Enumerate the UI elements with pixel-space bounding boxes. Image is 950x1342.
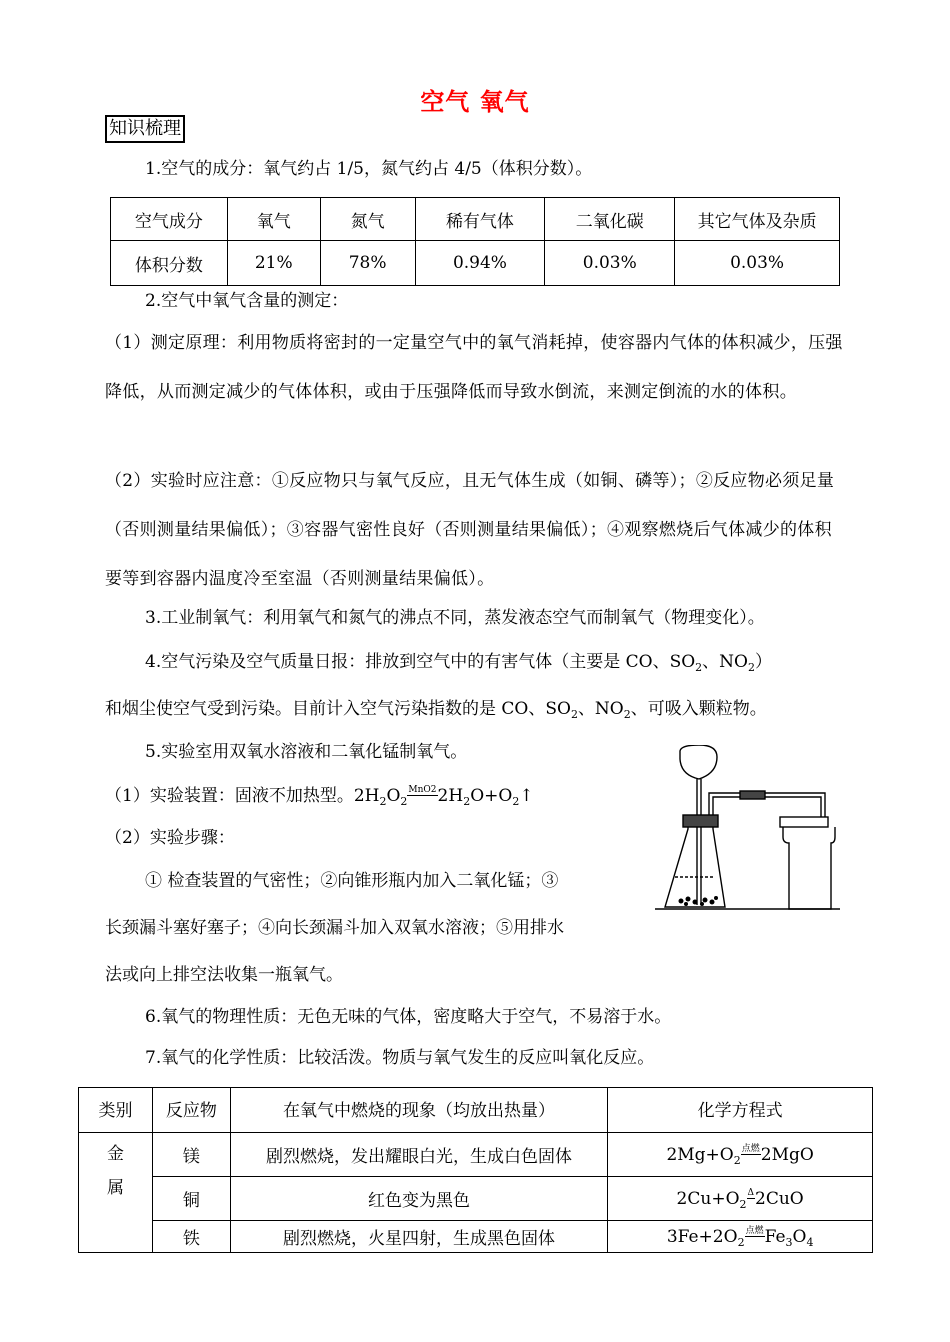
air-table-header: 二氧化碳 bbox=[545, 198, 675, 241]
reaction-row bbox=[79, 1133, 873, 1177]
reaction-row bbox=[79, 1221, 873, 1253]
air-table-cell: 21% bbox=[227, 241, 320, 286]
subscript: 2 bbox=[747, 661, 755, 674]
device-text: 2H bbox=[437, 786, 464, 806]
reaction-condition bbox=[741, 1143, 761, 1164]
item-4-text: 、可吸入颗粒物。 bbox=[630, 699, 767, 719]
item-4-text: 和烟尘使空气受到污染。目前计入空气污染指数的是 CO、SO bbox=[105, 699, 571, 719]
item-5-steps-line-2: 长颈漏斗塞好塞子；④向长颈漏斗加入双氧水溶液；⑤用排水 bbox=[105, 918, 564, 938]
item-1: 1.空气的成分：氧气约占 1/5，氮气约占 4/5（体积分数）。 bbox=[145, 159, 593, 179]
equation-text: 3Fe+2O bbox=[666, 1226, 738, 1247]
equation-text: 2Cu+O bbox=[676, 1188, 740, 1209]
phenomenon-cell: 剧烈燃烧，发出耀眼白光，生成白色固体 bbox=[230, 1133, 607, 1177]
section-heading: 知识梳理 bbox=[105, 115, 185, 143]
page-title: 空气 氧气 bbox=[420, 87, 530, 116]
item-2: 2.空气中氧气含量的测定： bbox=[145, 291, 349, 311]
subscript: 2 bbox=[733, 1153, 741, 1167]
subscript: 4 bbox=[806, 1235, 814, 1249]
air-table-header: 其它气体及杂质 bbox=[675, 198, 840, 241]
oxygen-apparatus-illustration bbox=[655, 745, 840, 913]
category-label: 属 bbox=[106, 1178, 124, 1198]
item-3: 3.工业制氧气：利用氧气和氮气的沸点不同，蒸发液态空气而制氧气（物理变化）。 bbox=[145, 608, 765, 628]
subscript: 2 bbox=[570, 708, 578, 721]
air-table-cell: 78% bbox=[320, 241, 415, 286]
condition-label: Δ bbox=[747, 1187, 754, 1198]
reaction-table bbox=[78, 1087, 873, 1253]
device-text: （1）实验装置：固液不加热型。2H bbox=[105, 786, 380, 806]
item-4-line-2 bbox=[105, 697, 767, 721]
air-table-cell: 0.94% bbox=[415, 241, 545, 286]
device-text: O bbox=[386, 786, 401, 806]
phenomenon-cell: 剧烈燃烧，火星四射，生成黑色固体 bbox=[230, 1221, 607, 1253]
item-4-text: 、NO bbox=[702, 652, 748, 672]
subscript: 2 bbox=[512, 795, 520, 808]
air-table-header: 氮气 bbox=[320, 198, 415, 241]
air-table-header-row bbox=[111, 198, 840, 241]
reaction-table-header: 在氧气中燃烧的现象（均放出热量） bbox=[230, 1088, 607, 1133]
air-table-row-label: 体积分数 bbox=[111, 241, 228, 286]
reaction-table-header-row bbox=[79, 1088, 873, 1133]
item-6: 6.氧气的物理性质：无色无味的气体，密度略大于空气，不易溶于水。 bbox=[145, 1007, 672, 1027]
reaction-table-header: 化学方程式 bbox=[608, 1088, 873, 1133]
reaction-table-header: 类别 bbox=[79, 1088, 153, 1133]
equation-text: 2CuO bbox=[755, 1188, 804, 1209]
phenomenon-cell: 红色变为黑色 bbox=[230, 1177, 607, 1221]
condition-label: 点燃 bbox=[741, 1143, 760, 1154]
catalyst-label: MnO2 bbox=[408, 785, 437, 795]
device-text: O+O bbox=[470, 786, 513, 806]
air-table-cell: 0.03% bbox=[675, 241, 840, 286]
item-5-steps-line-1: ① 检查装置的气密性；②向锥形瓶内加入二氧化锰；③ bbox=[145, 871, 559, 891]
item-5-title: 5.实验室用双氧水溶液和二氧化锰制氧气。 bbox=[145, 742, 468, 762]
air-table-header: 空气成分 bbox=[111, 198, 228, 241]
air-table-header: 氧气 bbox=[227, 198, 320, 241]
reactant-cell: 镁 bbox=[152, 1133, 230, 1177]
subscript: 2 bbox=[737, 1235, 745, 1249]
air-table-value-row bbox=[111, 241, 840, 286]
air-table-cell: 0.03% bbox=[545, 241, 675, 286]
category-label: 金 bbox=[106, 1144, 124, 1164]
condition-label: 点燃 bbox=[745, 1225, 764, 1236]
subscript: 2 bbox=[739, 1197, 747, 1211]
reactant-cell: 铁 bbox=[152, 1221, 230, 1253]
item-2-principle: （1）测定原理：利用物质将密封的一定量空气中的氧气消耗掉，使容器内气体的体积减少，压强降低，从而测定减少的气体体积，或由于压强降低而导致水倒流，来测定倒流的水的体积。 bbox=[105, 333, 843, 402]
reaction-condition bbox=[407, 785, 437, 805]
item-4-text: ） bbox=[754, 652, 772, 672]
subscript: 3 bbox=[785, 1235, 793, 1249]
item-4-text: 4.空气污染及空气质量日报：排放到空气中的有害气体（主要是 CO、SO bbox=[145, 652, 696, 672]
reaction-condition bbox=[747, 1187, 756, 1208]
air-table-header: 稀有气体 bbox=[415, 198, 545, 241]
reaction-condition bbox=[745, 1225, 765, 1246]
item-4-text: 、NO bbox=[577, 699, 624, 719]
equation-cell bbox=[608, 1177, 873, 1221]
subscript: 2 bbox=[463, 795, 471, 808]
gas-arrow-icon: ↑ bbox=[519, 786, 534, 806]
equation-text: 2MgO bbox=[760, 1144, 814, 1165]
item-5-steps-line-3: 法或向上排空法收集一瓶氧气。 bbox=[105, 965, 343, 985]
item-5-steps-label: （2）实验步骤： bbox=[105, 828, 235, 848]
subscript: 2 bbox=[695, 661, 703, 674]
category-cell bbox=[79, 1133, 153, 1253]
item-7: 7.氧气的化学性质：比较活泼。物质与氧气发生的反应叫氧化反应。 bbox=[145, 1048, 655, 1068]
subscript: 2 bbox=[623, 708, 631, 721]
equation-text: Fe bbox=[764, 1226, 786, 1247]
equation-cell bbox=[608, 1221, 873, 1253]
item-4-line-1 bbox=[145, 650, 772, 674]
reactant-cell: 铜 bbox=[152, 1177, 230, 1221]
reaction-table-header: 反应物 bbox=[152, 1088, 230, 1133]
equation-cell bbox=[608, 1133, 873, 1177]
item-2-notes: （2）实验时应注意：①反应物只与氧气反应，且无气体生成（如铜、磷等）；②反应物必须足量（否则测量结果偏低）；③容器气密性良好（否则测量结果偏低）；④观察燃烧后气体减少的体积要等到容器内温度冷至室温（否则测量结果偏低）。 bbox=[105, 471, 835, 589]
equation-text: 2Mg+O bbox=[666, 1144, 734, 1165]
subscript: 2 bbox=[400, 795, 408, 808]
air-composition-table bbox=[110, 197, 840, 286]
reaction-row bbox=[79, 1177, 873, 1221]
equation-text: O bbox=[792, 1226, 807, 1247]
item-5-device bbox=[105, 784, 534, 808]
subscript: 2 bbox=[379, 795, 387, 808]
